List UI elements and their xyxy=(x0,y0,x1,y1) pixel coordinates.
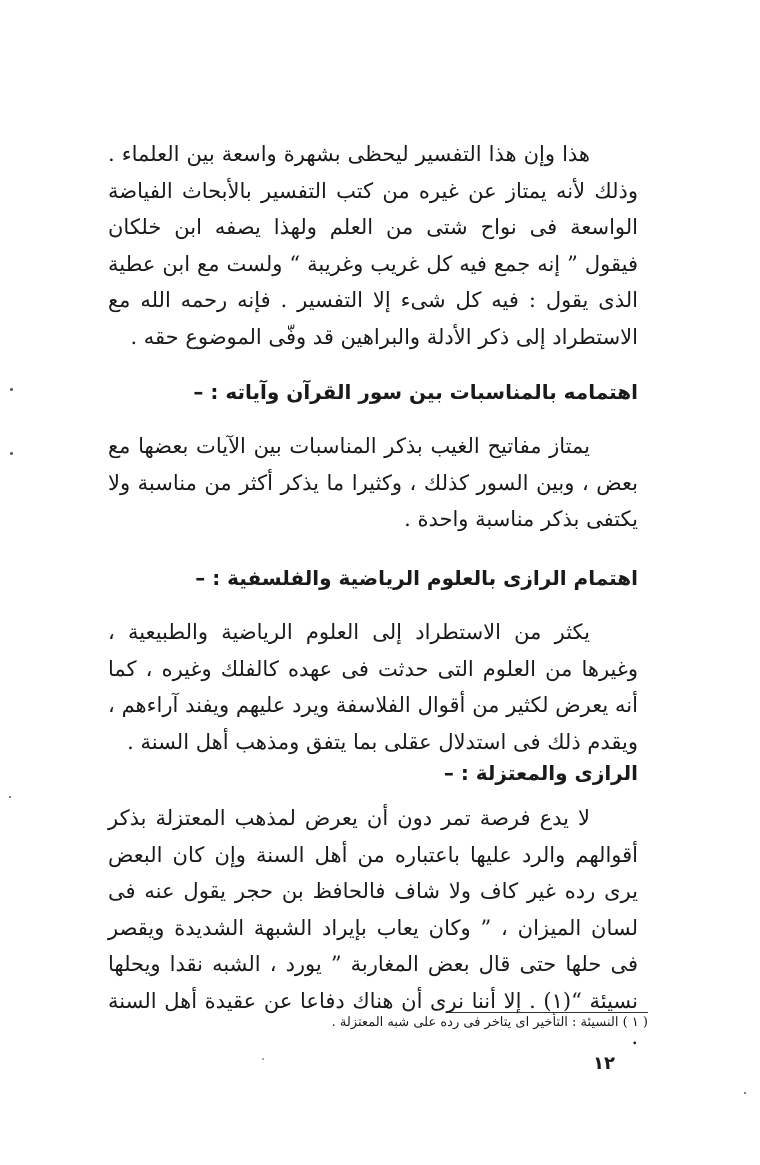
scan-speck xyxy=(262,1058,264,1060)
scan-speck xyxy=(10,452,13,455)
footnote: ( ١ ) النسيئة : التأخير اى يتاخر فى رده على شبه المعتزلة . xyxy=(331,1015,648,1030)
section-heading-mutazila: الرازى والمعتزلة : – xyxy=(443,761,638,785)
page-number: ١٢ xyxy=(593,1053,615,1074)
scan-speck xyxy=(744,1092,746,1094)
section-heading-ulum: اهتمام الرازى بالعلوم الرياضية والفلسفية : – xyxy=(195,566,638,590)
section-paragraph-munasabat: يمتاز مفاتيح الغيب بذكر المناسبات بين الآيات بعضها مع بعض ، وبين السور كذلك ، وكثيرا ما يذكر أكثر من مناسبة ولا يكتفى بذكر مناسبة واحدة . xyxy=(108,434,638,531)
section-paragraph-ulum: يكثر من الاستطراد إلى العلوم الرياضية والطبيعية ، وغيرها من العلوم التى حدثت فى عهده كالفلك وغيره ، كما أنه يعرض لكثير من أقوال الفلاسفة ويرد عليهم ويفند آراءهم ، ويقدم ذلك فى استدلال عقلى بما يتفق ومذهب أهل السنة . xyxy=(108,620,638,754)
section-heading-munasabat: اهتمامه بالمناسبات بين سور القرآن وآياته : – xyxy=(193,380,638,404)
intro-paragraph: هذا وإن هذا التفسير ليحظى بشهرة واسعة بين العلماء . وذلك لأنه يمتاز عن غيره من كتب التفسير بالأبحاث الفياضة الواسعة فى نواح شتى من العلم ولهذا يصفه ابن خلكان فيقول ” إنه جمع فيه كل غريب وغريبة “ ولست مع ابن عطية الذى يقول : فيه كل شىء إلا التفسير . فإنه رحمه الله مع الاستطراد إلى ذكر الأدلة والبراهين قد وفّى الموضوع حقه . xyxy=(108,142,638,349)
scan-speck xyxy=(10,388,13,391)
section-paragraph-mutazila: لا يدع فرصة تمر دون أن يعرض لمذهب المعتزلة بذكر أقوالهم والرد عليها باعتباره من أهل السنة وإن كان البعض يرى رده غير كاف ولا شاف فالحافظ بن حجر يقول عنه فى لسان الميزان ، ” وكان يعاب بإيراد الشبهة الشديدة ويقصر فى حلها حتى قال بعض المغاربة ” يورد ، الشبه نقدا ويحلها نسيئة “(١) . إلا أننا نرى أن هناك دفاعا عن عقيدة أهل السنة . xyxy=(108,806,638,1049)
scan-speck xyxy=(9,796,11,798)
